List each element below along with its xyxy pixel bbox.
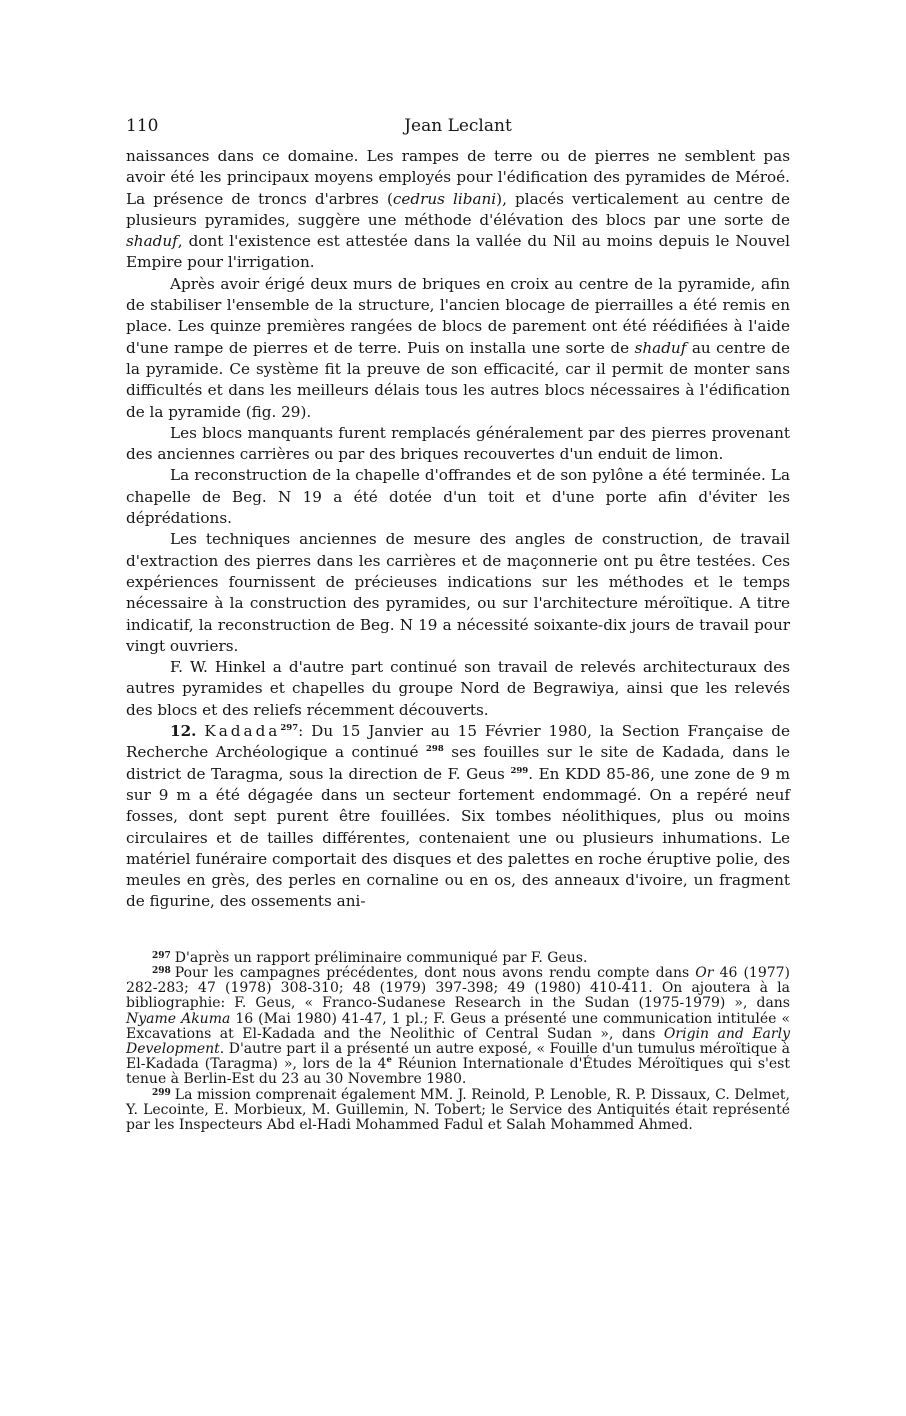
p2-text-b: au centre de la pyramide. Ce système fit la preuve de son efficacité, car il permit de monter sans difficultés et dans les meilleurs délais tous les autres blocs nécessaires à l'édification de la pyramide (fig. 29). <box>126 338 790 421</box>
footnote-number: 297 <box>152 950 171 961</box>
footnote-298 <box>126 966 790 1088</box>
paragraph-2 <box>126 274 790 423</box>
footnote-297 <box>126 951 790 966</box>
paragraph-7 <box>126 721 790 913</box>
footnote-ref-297: 297 <box>280 723 299 734</box>
p7-text-a: : Du 15 Janvier au 15 Février 1980, la Section Française de Recherche Archéologique a continué <box>126 722 791 762</box>
p1-italic-shaduf: shaduf <box>126 232 178 251</box>
footnote-number: 299 <box>152 1087 171 1098</box>
footnote-ref-298: 298 <box>426 744 444 755</box>
paragraph-3: Les blocs manquants furent remplacés généralement par des pierres provenant des anciennes carrières ou par des briques recouvertes d'un enduit de limon. <box>126 423 790 464</box>
p2-text-a: Après avoir érigé deux murs de briques en croix au centre de la pyramide, afin de stabiliser l'ensemble de la structure, l'ancien blocage de pierrailles a été remis en place. Les quinze premières rangées de blocs de parement ont été réédifiées à l'aide d'une rampe de pierres et de terre. Puis on installa une sorte de <box>126 274 790 357</box>
footnote-text: 46 (1977) 282-283; 47 (1978) 308-310; 48 (1979) 397-398; 49 (1980) 410-411. On ajoutera à la bibliographie: F. Geus, « Franco-Sudanese Research in the Sudan (1975-1979) », dans <box>126 964 790 1012</box>
ordinal-superscript: e <box>386 1055 392 1066</box>
footnote-299 <box>126 1088 790 1134</box>
p7-text-c: . En KDD 85-86, une zone de 9 m sur 9 m a été dégagée dans un secteur fortement endommagé. On a repéré neuf fosses, dont sept purent être fouillées. Six tombes néolithiques, plus ou moins circulaires et de tailles différentes, contenaient une ou plusieurs inhumations. Le matériel funéraire comportait des disques et des palettes en roche éruptive polie, des meules en grès, des perles en cornaline ou en os, des anneaux d'ivoire, un fragment de figurine, des ossements ani- <box>126 764 791 911</box>
paragraph-1 <box>126 146 790 274</box>
p1-italic-cedrus: cedrus libani <box>392 189 497 208</box>
running-head-author: Jean Leclant <box>404 116 512 136</box>
section-number: 12. <box>170 722 197 741</box>
paragraph-4: La reconstruction de la chapelle d'offrandes et de son pylône a été terminée. La chapelle de Beg. N 19 a été dotée d'un toit et d'une porte afin d'éviter les déprédations. <box>126 466 790 528</box>
site-name-spaced: Kadada <box>204 722 281 741</box>
p7-text-b: ses fouilles sur le site de Kadada, dans le district de Taragma, sous la direction de F. Geus <box>126 743 790 783</box>
footnote-text: La mission comprenait également MM. J. Reinold, P. Lenoble, R. P. Dissaux, C. Delmet, Y. Lecointe, E. Morbieux, M. Guillemin, N. Tobert; le Service des Antiquités était représenté par les Inspecteurs Abd el-Hadi Mohammed Fadul et Salah Mohammed Ahmed. <box>126 1086 790 1133</box>
footnote-number: 298 <box>152 965 171 976</box>
paragraph-6: F. W. Hinkel a d'autre part continué son travail de relevés architecturaux des autres pyramides et chapelles du groupe Nord de Begrawiya, ainsi que les relevés des blocs et des reliefs récemment découverts. <box>126 658 790 719</box>
footnote-italic: Origin and Early Development <box>126 1025 790 1057</box>
p2-italic-shaduf: shaduf <box>634 338 687 357</box>
footnote-text: 16 (Mai 1980) 41-47, 1 pl.; F. Geus a présenté une communication intitulée « Excavations at El-Kadada and the Neolithic of Central Sudan », dans <box>126 1010 791 1042</box>
paragraph-5: Les techniques anciennes de mesure des angles de construction, de travail d'extraction des pierres dans les carrières et de maçonnerie ont pu être testées. Ces expériences fournissent de précieuses indications sur les méthodes et le temps nécessaire à la construction des pyramides, ou sur l'architecture méroïtique. A titre indicatif, la reconstruction de Beg. N 19 a nécessité soixante-dix jours de travail pour vingt ouvriers. <box>126 530 790 655</box>
page-number: 110 <box>126 116 159 136</box>
footnote-text: Réunion Internationale d'Études Méroïtiques qui s'est tenue à Berlin-Est du 23 au 30 Novembre 1980. <box>126 1056 790 1088</box>
page <box>126 112 790 1133</box>
footnote-text: . D'autre part il a présenté un autre exposé, « Fouille d'un tumulus méroïtique à El-Kadada (Taragma) », lors de la 4 <box>126 1040 790 1073</box>
main-text <box>126 146 790 913</box>
footnote-ref-299: 299 <box>510 765 529 776</box>
footnote-text: D'après un rapport préliminaire communiqué par F. Geus. <box>174 949 588 966</box>
p1-text-c: , dont l'existence est attestée dans la vallée du Nil au moins depuis le Nouvel Empire pour l'irrigation. <box>126 232 790 272</box>
p1-text-b: ), placés verticalement au centre de plusieurs pyramides, suggère une méthode d'élévation des blocs par une sorte de <box>126 189 790 229</box>
footnote-text: Pour les campagnes précédentes, dont nous avons rendu compte dans <box>174 964 696 981</box>
footnote-italic: Or <box>695 964 714 981</box>
running-header <box>126 112 790 146</box>
footnote-italic: Nyame Akuma <box>126 1010 231 1027</box>
footnotes <box>126 951 790 1133</box>
p1-text-a: naissances dans ce domaine. Les rampes de terre ou de pierres ne semblent pas avoir été les principaux moyens employés pour l'édification des pyramides de Méroé. La présence de troncs d'arbres ( <box>126 147 790 208</box>
